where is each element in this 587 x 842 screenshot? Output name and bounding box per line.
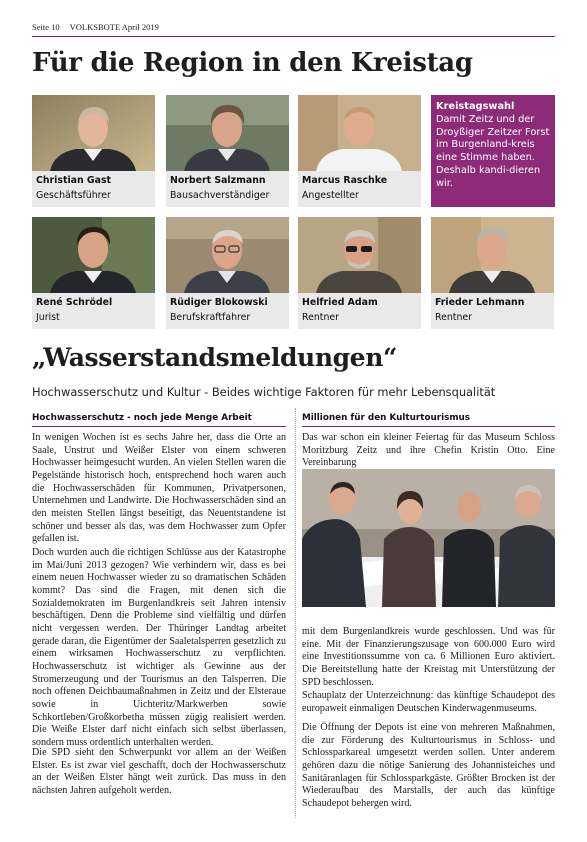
- column-divider: [295, 408, 296, 818]
- article-headline: „Wasserstandsmeldungen“: [32, 343, 397, 372]
- candidate-occupation: Berufskraftfahrer: [170, 312, 251, 323]
- publication-name: VOLKSBOTE April 2019: [69, 22, 159, 32]
- page-number: Seite 10: [32, 22, 60, 32]
- candidate-card: [431, 217, 554, 329]
- candidate-card: [166, 217, 289, 329]
- article-paragraph: Die Öffnung der Depots ist eine von mehreren Maßnahmen, die zur Förderung des Kulturtourismus in Schloss- und Schlossparkareal umgesetzt werden sollen. Unter anderem gehören dazu die nötige Sanierung des Johannisteiches und Sanitäranlagen für Schlossparkgäste. Größter Brocken ist der Wiederaufbau des Marstalls, der auch das künftige Schaudepot behergen wird.: [302, 722, 555, 809]
- signing-photo: [302, 469, 555, 607]
- election-info-box: [431, 95, 555, 207]
- header-divider: [32, 36, 555, 37]
- right-column-heading: Millionen für den Kulturtourismus: [302, 413, 471, 423]
- left-heading-rule: [32, 426, 286, 427]
- candidate-name: Marcus Raschke: [302, 175, 388, 186]
- candidate-photo: [32, 95, 155, 171]
- article-paragraph: Schauplatz der Unterzeichnung: das künftige Schaudepot des europaweit einmaligen Deutschen Kinderwagenmuseums.: [302, 690, 555, 714]
- page-header: [32, 22, 555, 36]
- article-paragraph: Das war schon ein kleiner Feiertag für das Museum Schloss Moritzburg Zeitz und ihre Chefin Kristin Otto. Eine Vereinbarung: [302, 432, 555, 469]
- article-subtitle: Hochwasserschutz und Kultur - Beides wichtige Faktoren für mehr Lebensqualität: [32, 385, 496, 399]
- candidate-name: Norbert Salzmann: [170, 175, 266, 186]
- candidate-name: Christian Gast: [36, 175, 112, 186]
- candidate-photo: [431, 217, 554, 293]
- candidate-card: [298, 217, 421, 329]
- candidate-photo: [166, 217, 289, 293]
- article-paragraph: Die SPD sieht den Schwerpunkt vor allem an der Weißen Elster. Es ist zwar viel geschafft, doch der Hochwasserschutz an der Weißen Elster hängt weit zurück. Das muss in den nächsten Jahren aufgeholt werden.: [32, 747, 286, 796]
- candidate-card: [32, 95, 155, 207]
- candidate-name: Helfried Adam: [302, 297, 378, 308]
- candidate-card: [298, 95, 421, 207]
- candidate-occupation: Jurist: [36, 312, 60, 323]
- article-paragraph: In wenigen Wochen ist es sechs Jahre her, dass die Orte an Saale, Unstrut und Weißer Elster von einem schweren Hochwasser heimgesucht wurden. An vielen Stellen waren die Pegelstände historisch hoch, entsprechend hoch waren auch die Hochwasserschäden für Kommunen, Privatpersonen, Unternehmen und Landwirte. Die Hochwasserschäden sind an den meisten Stellen längst beseitigt, das Neuentstandene ist schöner und besser als das, was dem Hochwasser zum Opfer gefallen ist.: [32, 432, 286, 545]
- candidate-occupation: Angestellter: [302, 190, 359, 201]
- candidate-photo: [298, 95, 421, 171]
- election-info-title: Kreistagswahl: [436, 101, 515, 112]
- right-heading-rule: [302, 426, 555, 427]
- candidate-occupation: Rentner: [435, 312, 473, 323]
- candidate-occupation: Rentner: [302, 312, 340, 323]
- candidate-occupation: Geschäftsführer: [36, 190, 111, 201]
- candidate-photo: [166, 95, 289, 171]
- election-info-text: Damit Zeitz und der Droyßiger Zeitzer Forst im Burgenland-kreis eine Stimme haben. Deshalb kandi-dieren wir.: [436, 114, 550, 189]
- candidate-occupation: Bausachverständiger: [170, 190, 270, 201]
- candidate-photo: [32, 217, 155, 293]
- candidate-name: René Schrödel: [36, 297, 113, 308]
- candidate-name: Frieder Lehmann: [435, 297, 525, 308]
- page-title: Für die Region in den Kreistag: [32, 48, 473, 78]
- candidate-card: [32, 217, 155, 329]
- left-column-heading: Hochwasserschutz - noch jede Menge Arbeit: [32, 413, 252, 423]
- candidate-card: [166, 95, 289, 207]
- candidate-name: Rüdiger Blokowski: [170, 297, 268, 308]
- article-paragraph: Doch wurden auch die richtigen Schlüsse aus der Katastrophe im Mai/Juni 2013 gezogen? Wie verhindern wir, dass es bei einem neuen Hochwasser wieder zu so dramatischen Schäden kommt? Das sind die Fragen, mit denen sich die Sozialdemokraten im Burgenlandkreis seit Jahren intensiv beschäftigen. Denn die Probleme sind vielfältig und dürfen nicht vergessen werden. Der Thüringer Landtag arbeitet gerade daran, die Eigentümer der Saaletalsperren gesetzlich zu einem wirksamen Hochwasserschutz zu verpflichten. Hochwasserschutz ist wichtiger als Gewinne aus der Stromerzeugung und der Tourismus an den Talsperren. Die noch offenen Deichbaumaßnahmen in Zeitz und der Elsteraue sowie in Uichteritz/Markwerben sowie Schkortleben/Großkorbetha müssen zügig realisiert werden. Die Weiße Elster darf nicht einfach sich selbst überlassen, sondern muss ordentlich unterhalten werden.: [32, 547, 286, 748]
- candidate-photo: [298, 217, 421, 293]
- article-paragraph: mit dem Burgenlandkreis wurde geschlossen. Und was für eine. Mit der Finanzierungszusage von 600.000 Euro wird eine Investitionssumme von ca. 6 Millionen Euro aktiviert. Die Bereitstellung hatte der Kreistag mit Unterstützung der SPD beschlossen.: [302, 626, 555, 688]
